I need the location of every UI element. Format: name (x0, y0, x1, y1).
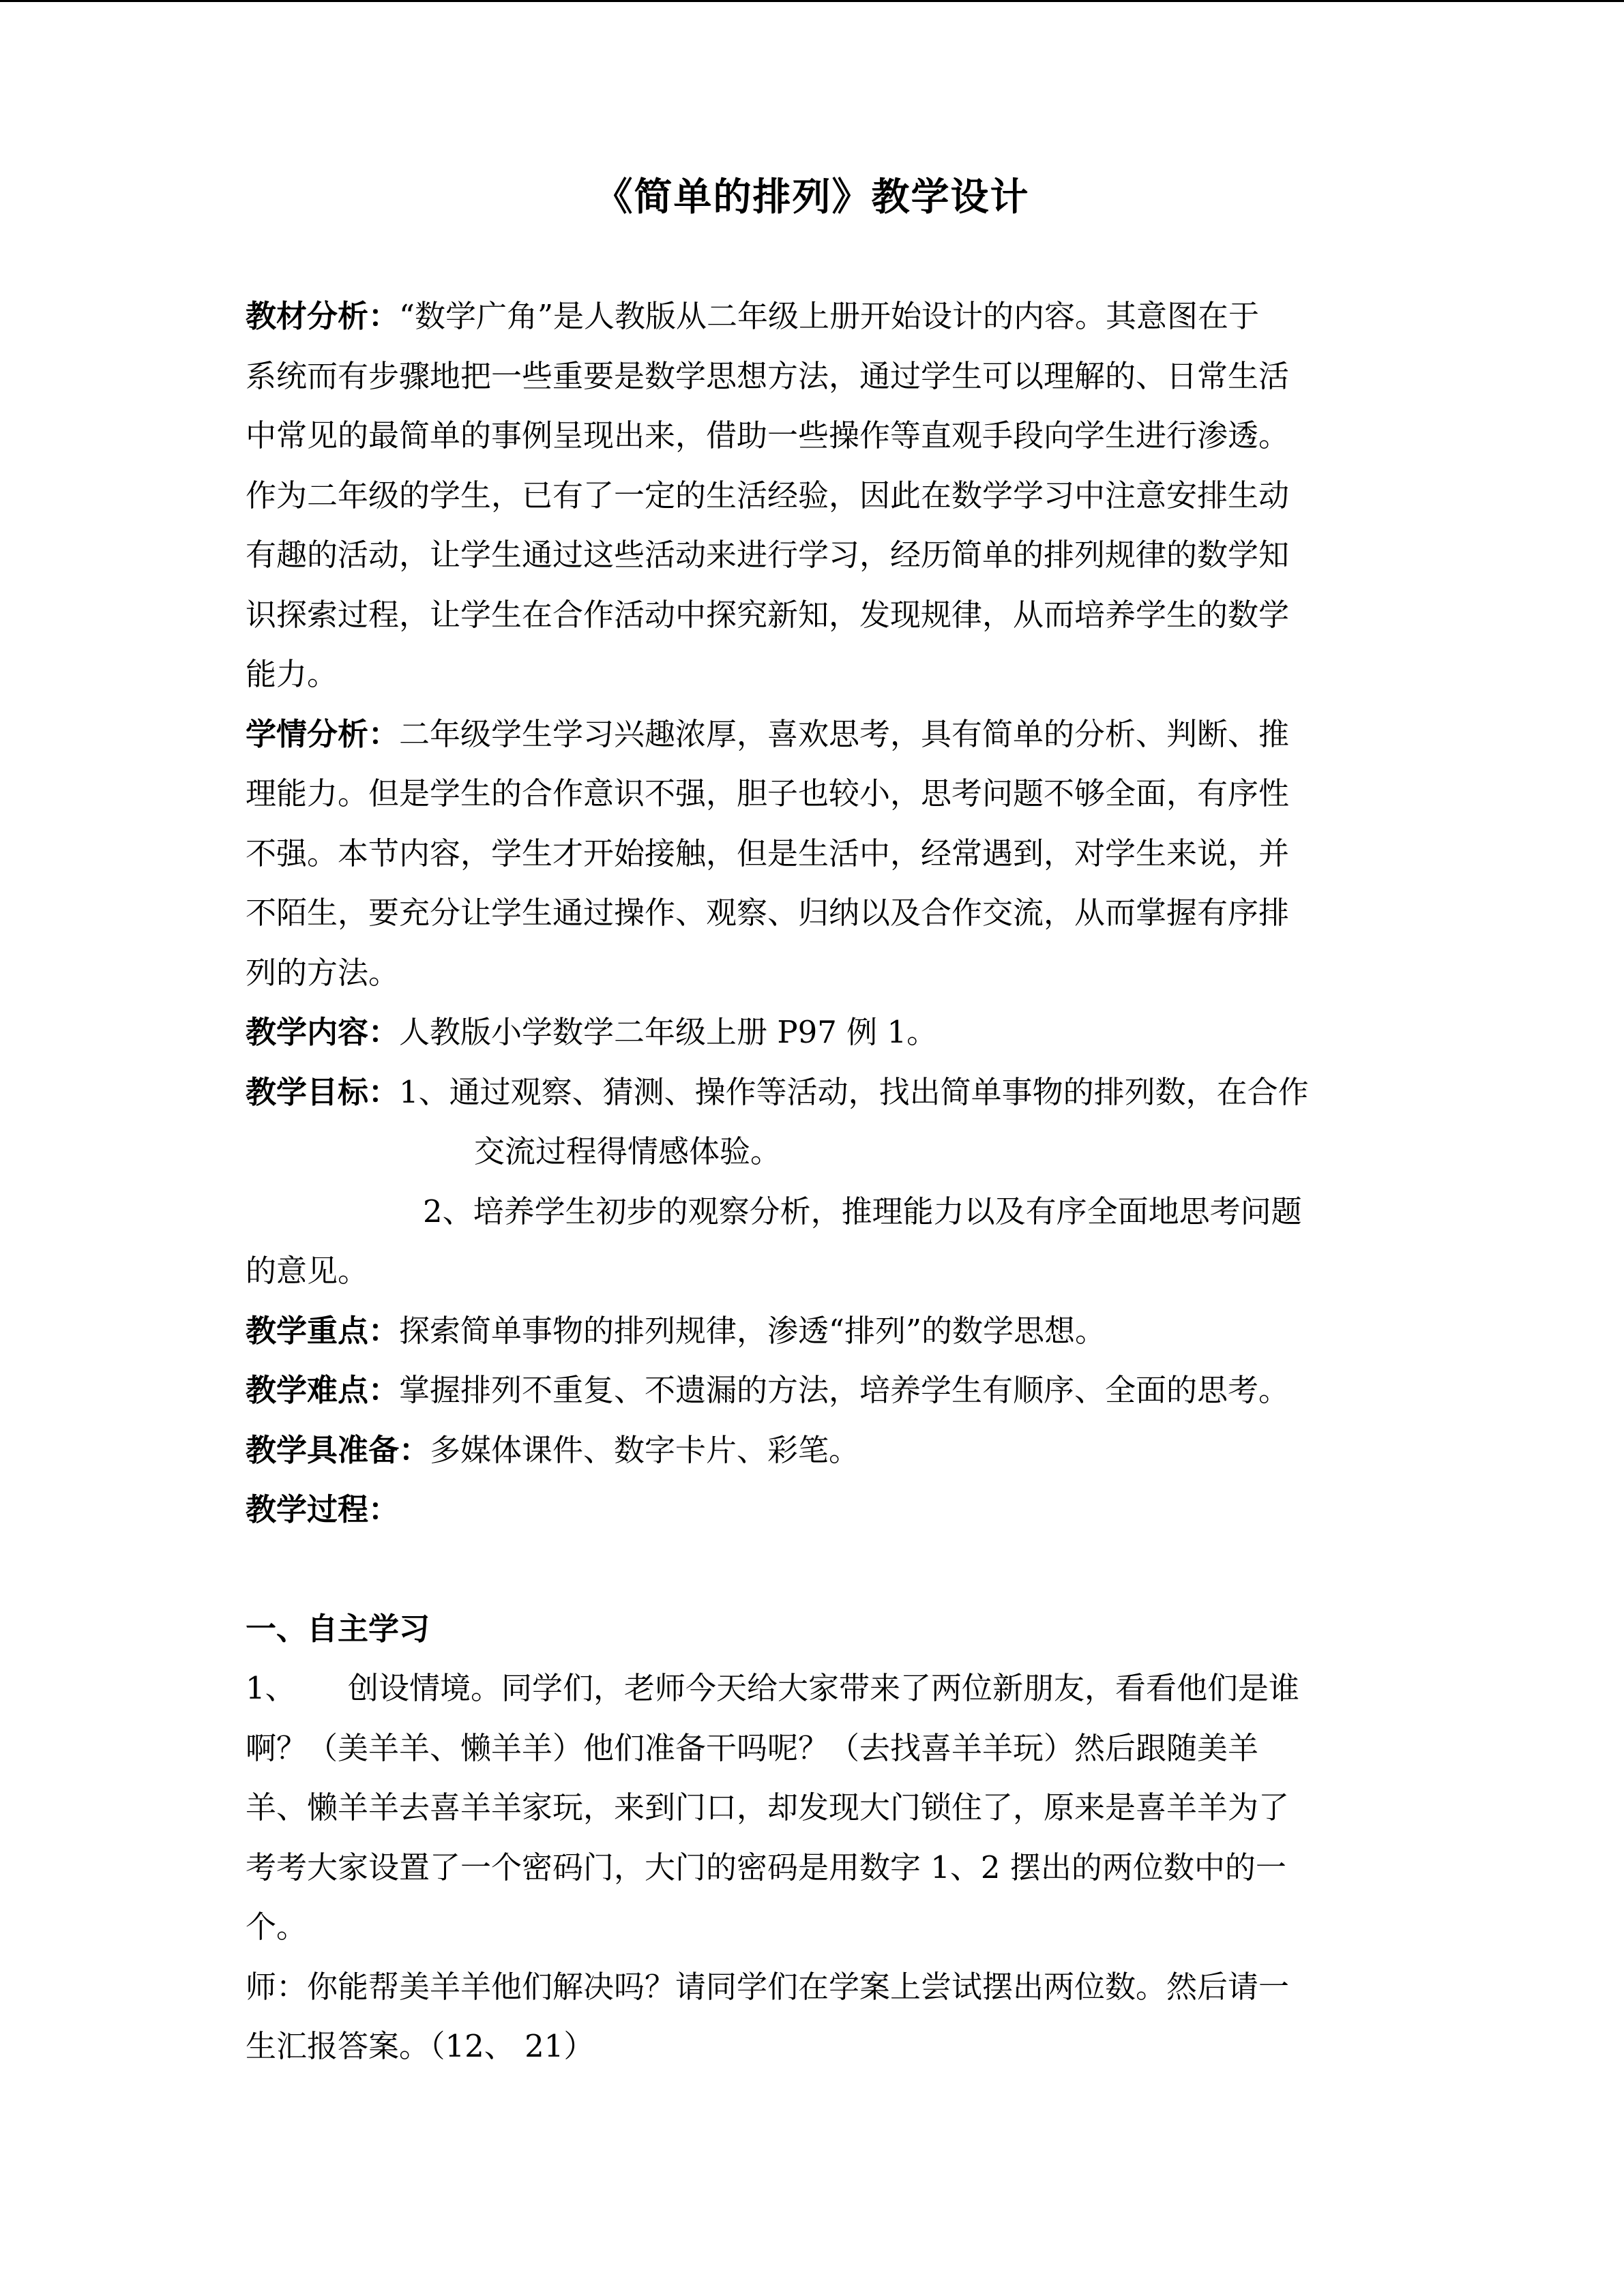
teacher-line: 生汇报答案。（12、 21） (246, 2028, 595, 2064)
material-analysis-line: 中常见的最简单的事例呈现出来，借助一些操作等直观手段向学生进行渗透。 (246, 417, 1290, 453)
teaching-goal-2-cont: 的意见。 (246, 1253, 369, 1289)
teaching-process (246, 1480, 1379, 1540)
teaching-goal-1: 教学目标：1、通过观察、猜测、操作等活动，找出简单事物的排列数，在合作 (246, 1073, 1309, 1110)
difficulty: 教学难点：掌握排列不重复、不遗漏的方法，培养学生有顺序、全面的思考。 (246, 1372, 1290, 1408)
key-point-label: 教学重点： (246, 1312, 400, 1349)
teaching-goals-label: 教学目标： (246, 1073, 400, 1110)
student-analysis-line: 不强。本节内容，学生才开始接触，但是生活中，经常遇到，对学生来说，并 (246, 835, 1290, 871)
teaching-content: 教学内容：人教版小学数学二年级上册 P97 例 1。 (246, 1014, 938, 1050)
student-analysis-label: 学情分析： (246, 715, 400, 752)
document-body (246, 286, 1379, 2076)
teacher-line: 师：你能帮美羊羊他们解决吗？请同学们在学案上尝试摆出两位数。然后请一 (246, 1968, 1290, 2005)
item-1-line: 考考大家设置了一个密码门，大门的密码是用数字 1、2 摆出的两位数中的一 (246, 1849, 1286, 1885)
teaching-goal-1-cont: 交流过程得情感体验。 (474, 1133, 782, 1169)
material-analysis-line: 识探索过程，让学生在合作活动中探究新知，发现规律，从而培养学生的数学 (246, 596, 1290, 633)
material-analysis-line-1: 教材分析：“数学广角”是人教版从二年级上册开始设计的内容。其意图在于 (246, 298, 1260, 334)
page-top-border (0, 0, 1624, 2)
material-analysis-line: 有趣的活动，让学生通过这些活动来进行学习，经历简单的排列规律的数学知 (246, 537, 1290, 573)
item-1-line: 羊、懒羊羊去喜羊羊家玩，来到门口，却发现大门锁住了，原来是喜羊羊为了 (246, 1789, 1290, 1825)
item-number: 1、 (246, 1670, 296, 1706)
material-analysis-line: 系统而有步骤地把一些重要是数学思想方法，通过学生可以理解的、日常生活 (246, 357, 1290, 394)
material-analysis-line: 能力。 (246, 656, 338, 692)
student-analysis-line: 列的方法。 (246, 954, 400, 991)
student-analysis-line: 不陌生，要充分让学生通过操作、观察、归纳以及合作交流，从而掌握有序排 (246, 895, 1290, 931)
item-1-line-1: 1、 创设情境。同学们，老师今天给大家带来了两位新朋友，看看他们是谁 (246, 1658, 1379, 1718)
teaching-process-label: 教学过程： (246, 1491, 400, 1527)
item-1-line: 啊？（美羊羊、懒羊羊）他们准备干吗呢？（去找喜羊羊玩）然后跟随美羊 (246, 1729, 1259, 1766)
spacer (246, 1540, 1379, 1599)
document-title: 《简单的排列》教学设计 (594, 175, 1030, 220)
key-point: 教学重点：探索简单事物的排列规律，渗透“排列”的数学思想。 (246, 1312, 1106, 1349)
student-analysis-line: 理能力。但是学生的合作意识不强，胆子也较小，思考问题不够全面，有序性 (246, 775, 1290, 811)
student-analysis-line-1: 学情分析：二年级学生学习兴趣浓厚，喜欢思考，具有简单的分析、判断、推 (246, 715, 1290, 752)
teaching-prep-label: 教学具准备： (246, 1431, 430, 1468)
difficulty-label: 教学难点： (246, 1372, 400, 1408)
item-1-line: 个。 (246, 1909, 308, 1945)
material-analysis-line: 作为二年级的学生，已有了一定的生活经验，因此在数学学习中注意安排生动 (246, 477, 1290, 513)
material-analysis-label: 教材分析： (246, 298, 400, 334)
teaching-content-label: 教学内容： (246, 1014, 400, 1050)
section-heading-self-study: 一、自主学习 (246, 1610, 430, 1647)
teaching-goal-2: 2、培养学生初步的观察分析，推理能力以及有序全面地思考问题 (423, 1193, 1302, 1229)
teaching-prep: 教学具准备：多媒体课件、数字卡片、彩笔。 (246, 1431, 860, 1468)
